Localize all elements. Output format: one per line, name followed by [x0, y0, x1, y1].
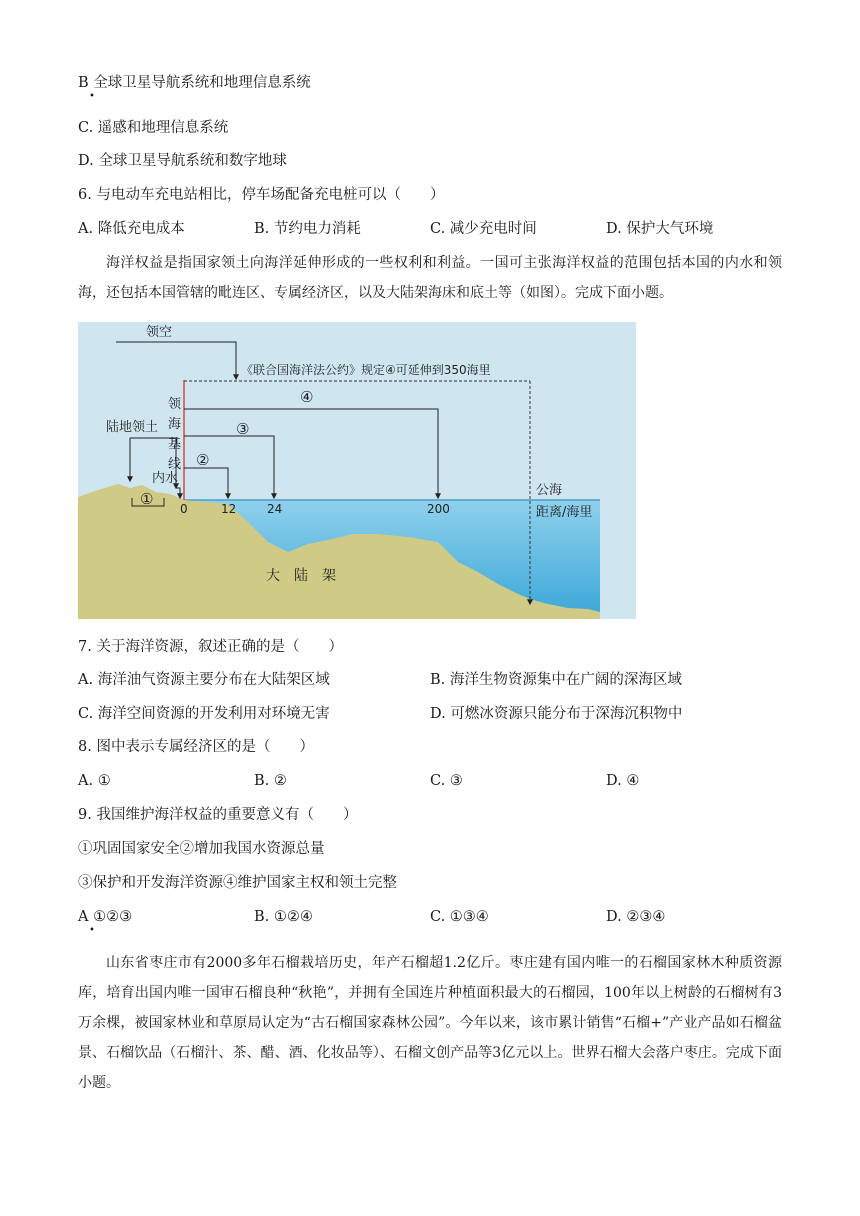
zone-4-mark: ④ [300, 388, 314, 406]
q9-statements-1: ①巩固国家安全②增加我国水资源总量 [78, 841, 325, 857]
zone-2-mark: ② [196, 451, 210, 469]
tick-12: 12 [221, 502, 237, 516]
q9-statements-2: ③保护和开发海洋资源④维护国家主权和领土完整 [78, 875, 397, 891]
maritime-zones-figure [78, 322, 636, 619]
q9-stem: 9. 我国维护海洋权益的重要意义有（ ） [78, 807, 358, 823]
q6-stem: 6. 与电动车充电站相比，停车场配备充电桩可以（ ） [78, 187, 445, 203]
q7-option-c: C. 海洋空间资源的开发利用对环境无害 [78, 706, 330, 722]
q6-option-a: A. 降低充电成本 [78, 221, 185, 237]
q7-stem: 7. 关于海洋资源，叙述正确的是（ ） [78, 639, 343, 655]
q9-option-a: A ①②③ [78, 909, 133, 925]
q6-option-d: D. 保护大气环境 [606, 221, 714, 237]
q7-option-a: A. 海洋油气资源主要分布在大陆架区域 [78, 672, 330, 688]
convention-label: 《联合国海洋法公约》规定④可延伸到350海里 [241, 363, 491, 377]
q5-option-c: C. 遥感和地理信息系统 [78, 120, 229, 136]
passage-pomegranate: 山东省枣庄市有2000多年石榴栽培历史，年产石榴超1.2亿斤。枣庄建有国内唯一的石榴国家林木种质资源库，培育出国内唯一国审石榴良种“秋艳”，并拥有全国连片种植面积最大的石榴园，100年以上树龄的石榴树有3万余棵，被国家林业和草原局认定为“古石榴国家森林公园”。今年以来，该市累计销售“石榴+”产业产品如石榴盆景、石榴饮品（石榴汁、茶、醋、酒、化妆品等）、石榴文创产品等3亿元以上。世界石榴大会落户枣庄。完成下面小题。 [78, 955, 782, 1091]
option-dot: • [89, 91, 95, 102]
tick-0: 0 [180, 502, 188, 516]
q7-option-b: B. 海洋生物资源集中在广阔的深海区域 [430, 672, 682, 688]
q9-option-d: D. ②③④ [606, 909, 666, 925]
airspace-label: 领空 [146, 325, 173, 340]
q6-option-c: C. 减少充电时间 [430, 221, 537, 237]
tick-24: 24 [267, 502, 283, 516]
zone-1-mark: ① [140, 490, 154, 508]
passage-ocean-rights: 海洋权益是指国家领土向海洋延伸形成的一些权利和利益。一国可主张海洋权益的范围包括本国的内水和领海，还包括本国管辖的毗连区、专属经济区，以及大陆架海床和底土等（如图）。完成下面小题。 [78, 255, 782, 301]
q5-option-d: D. 全球卫星导航系统和数字地球 [78, 153, 287, 169]
q8-option-c: C. ③ [430, 773, 463, 789]
q9-option-c: C. ①③④ [430, 909, 489, 925]
svg-text:海: 海 [168, 417, 182, 432]
zone-3-mark: ③ [236, 420, 250, 438]
q9-option-b: B. ①②④ [254, 909, 313, 925]
high-seas-label: 公海 [536, 483, 563, 498]
option-dot: • [89, 925, 95, 936]
svg-text:线: 线 [168, 457, 182, 472]
tick-200: 200 [427, 502, 450, 516]
internal-waters-label: 内水 [152, 471, 179, 486]
q8-option-d: D. ④ [606, 773, 640, 789]
q8-option-b: B. ② [254, 773, 287, 789]
q5-option-b: B 全球卫星导航系统和地理信息系统 [78, 75, 311, 91]
q6-option-b: B. 节约电力消耗 [254, 221, 361, 237]
land-territory-label: 陆地领土 [106, 420, 159, 435]
q8-stem: 8. 图中表示专属经济区的是（ ） [78, 739, 314, 755]
continental-shelf-label: 大 陆 架 [266, 568, 336, 584]
svg-text:领: 领 [168, 397, 182, 412]
q7-option-d: D. 可燃冰资源只能分布于深海沉积物中 [430, 706, 683, 722]
q8-option-a: A. ① [78, 773, 111, 789]
distance-unit-label: 距离/海里 [536, 505, 593, 520]
svg-text:基: 基 [168, 437, 182, 452]
